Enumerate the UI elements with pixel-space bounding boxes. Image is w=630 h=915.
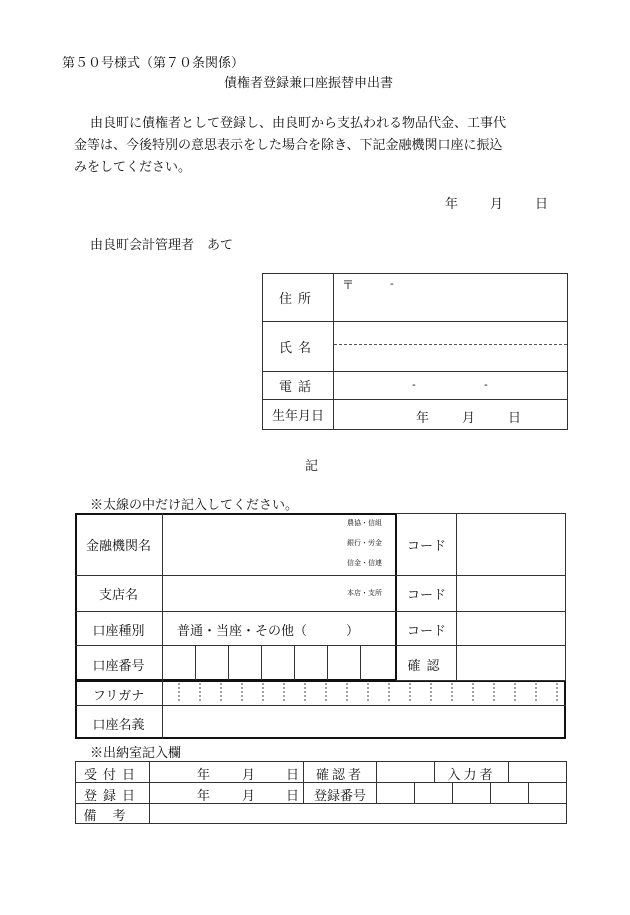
inst-type-1: 農協・信組 [347,519,382,527]
checker-label: 確認者 [315,768,364,783]
branch-types: 本店・支所 [347,589,382,597]
ki-label: 記 [305,459,319,474]
remarks-field[interactable] [150,804,566,823]
postal-mark: 〒 [342,278,355,292]
birth-year: 年 [416,411,430,426]
birth-month: 月 [462,411,476,426]
acct-no-boxes[interactable] [163,646,396,680]
branch-label: 支店名 [98,588,138,603]
postal-dash: - [390,277,394,290]
inst-type-3: 信金・信連 [347,559,382,567]
acct-type-options[interactable]: 普通・当座・その他（ ） [177,624,360,639]
birth-day: 日 [508,411,522,426]
registered-year: 年 [197,789,211,804]
address-label: 住所 [263,274,334,322]
acct-no-label: 口座番号 [92,659,145,674]
form-title: 債権者登録兼口座振替申出書 [224,76,394,91]
furigana-dashed-grid [163,681,564,705]
bank-section [75,513,566,739]
received-year: 年 [197,768,211,783]
furigana-field[interactable] [163,681,564,705]
birth-label: 生年月日 [263,400,334,430]
received-day: 日 [286,768,300,783]
date-month: 月 [490,197,504,212]
acct-type-label: 口座種別 [92,624,145,639]
received-label: 受付日 [83,768,141,783]
confirm-label: 確認 [407,659,446,674]
inst-code-field[interactable] [457,513,566,575]
furigana-label: フリガナ [92,689,145,704]
inst-code-label: コード [406,539,446,554]
phone-dash-1: - [412,378,416,391]
body-line-2: 金等は、今後特別の意思表示をした場合を除き、下記金融機関口座に振込 [74,138,503,153]
reg-no-label: 登録番号 [313,789,366,804]
furigana-divider [334,344,567,345]
reg-no-boxes[interactable] [377,783,566,803]
phone-label: 電話 [263,372,334,400]
instruction-note: ※太線の中だけ記入してください。 [90,498,299,513]
birth-field[interactable] [334,400,568,430]
inst-type-2: 銀行・労金 [347,539,382,547]
registered-month: 月 [242,789,256,804]
remarks-label: 備考 [83,809,142,824]
acct-type-code-label: コード [406,624,446,639]
phone-field[interactable] [334,372,568,400]
name-field[interactable] [334,322,568,372]
received-month: 月 [242,768,256,783]
address-field[interactable] [334,274,568,322]
acct-type-code-field[interactable] [457,612,566,645]
branch-code-label: コード [406,588,446,603]
checker-field[interactable] [377,762,434,782]
branch-code-field[interactable] [457,576,566,611]
name-label: 氏名 [263,322,334,372]
applicant-table [262,273,568,430]
registered-day: 日 [286,789,300,804]
entry-label: 入力者 [447,768,496,783]
date-year: 年 [445,197,459,212]
holder-field[interactable] [163,706,564,737]
form-number: 第５０号様式（第７０条関係） [62,56,245,71]
institution-label: 金融機関名 [85,539,151,554]
registered-label: 登録日 [83,789,141,804]
phone-dash-2: - [484,378,488,391]
office-heading: ※出納室記入欄 [90,746,182,761]
holder-label: 口座名義 [92,718,145,733]
body-line-3: みをしてください。 [74,160,192,175]
addressee: 由良町会計管理者 あて [90,238,234,253]
date-day: 日 [535,197,549,212]
entry-field[interactable] [509,762,566,782]
body-line-1: 由良町に債権者として登録し、由良町から支払われる物品代金、工事代 [90,116,507,131]
office-table [75,761,567,824]
confirm-field[interactable] [457,646,566,681]
